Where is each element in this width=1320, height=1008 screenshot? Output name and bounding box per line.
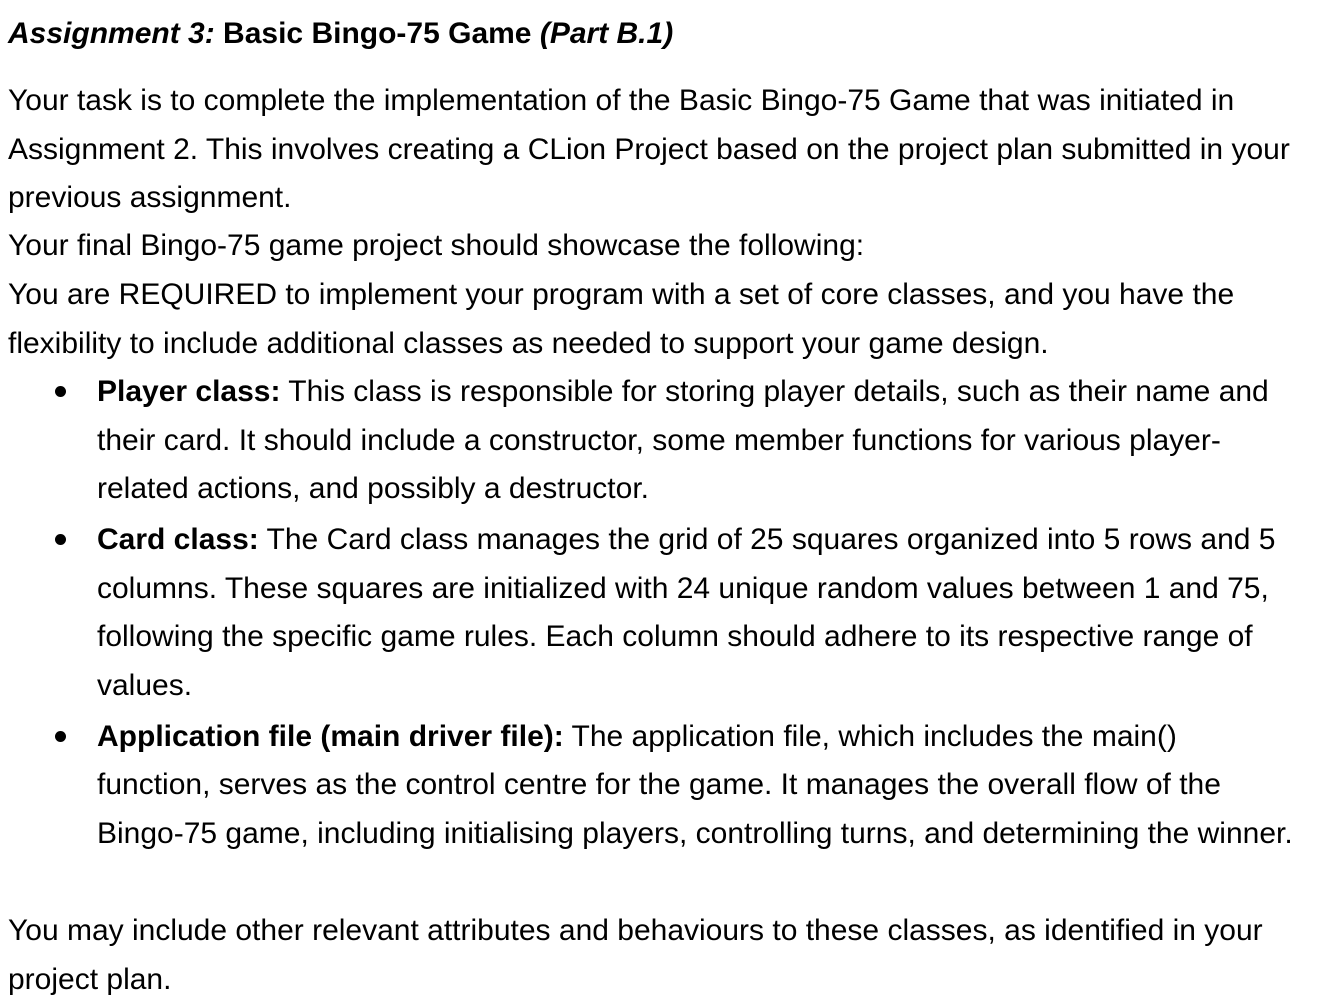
required-paragraph: You are REQUIRED to implement your program with a set of core classes, and you have the flexibility to include additional classes as needed to support your game design. [8,278,1235,360]
list-item-text: This class is responsible for storing player details, such as their name and their card. It should include a constructor, some member functions for various player-related actions, and possibly a destructor. [97,375,1269,505]
list-item-text: The application file, which includes the main() function, serves as the control centre for the game. It manages the overall flow of the Bingo-75 game, including initialising players, controlling turns, and determining the winner. [97,719,1293,850]
intro-paragraph: Your task is to complete the implementation of the Basic Bingo-75 Game that was initiated in Assignment 2. This involves creating a CLion Project based on the project plan submitted in your previous assignment. [8,84,1290,214]
list-item-term: Player class: [97,375,281,408]
bullet-icon [55,386,66,397]
title-assignment-label: Assignment 3: [8,17,215,50]
title-part-label: (Part B.1) [539,17,674,50]
showcase-paragraph: Your final Bingo-75 game project should showcase the following: [8,229,865,262]
bullet-icon [55,534,66,545]
list-item-term: Application file (main driver file): [97,719,564,753]
list-item-player-class [8,368,1298,514]
bullet-icon [55,731,66,742]
title-game-name: Basic Bingo-75 Game [214,17,540,50]
list-item-application-file [8,713,1298,859]
list-item-text: The Card class manages the grid of 25 squares organized into 5 rows and 5 columns. These squares are initialized with 24 unique random values between 1 and 75, following the specific game rules. Each column should adhere to its respective range of values. [97,523,1276,702]
list-item-card-class [8,516,1298,710]
requirements-list [8,368,1298,861]
closing-paragraph: You may include other relevant attributes and behaviours to these classes, as identified in your project plan. [8,914,1263,996]
document-title [8,14,673,54]
list-item-term: Card class: [97,523,259,556]
